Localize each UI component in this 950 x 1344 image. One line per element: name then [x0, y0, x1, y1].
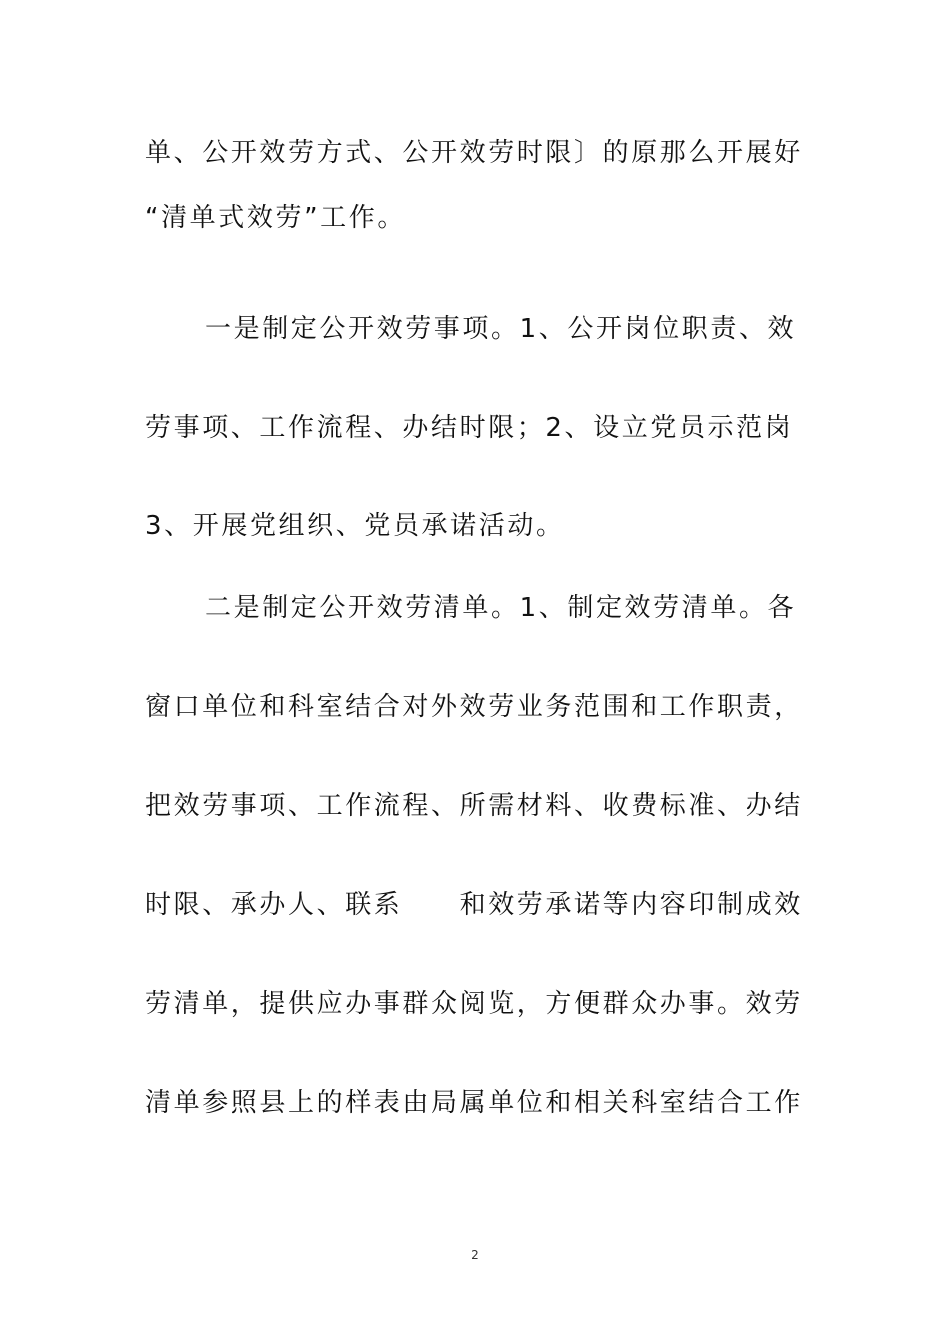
paragraph-1-line-2: 劳事项、工作流程、办结时限；2、设立党员示范岗	[145, 413, 794, 443]
paragraph-2-line-2: 窗口单位和科室结合对外效劳业务范围和工作职责，	[145, 692, 803, 722]
page-number: 2	[471, 1248, 479, 1262]
paragraph-2-line-4: 时限、承办人、联系 和效劳承诺等内容印制成效	[145, 890, 803, 920]
paragraph-2-line-3: 把效劳事项、工作流程、所需材料、收费标准、办结	[145, 791, 803, 821]
text-line-2: “清单式效劳”工作。	[145, 203, 406, 233]
paragraph-2-line-5: 劳清单，提供应办事群众阅览，方便群众办事。效劳	[145, 989, 803, 1019]
paragraph-2-line-1: 二是制定公开效劳清单。1、制定效劳清单。各	[205, 593, 797, 623]
text-line-1: 单、公开效劳方式、公开效劳时限〕的原那么开展好	[145, 138, 803, 168]
paragraph-1-line-3: 3、开展党组织、党员承诺活动。	[145, 511, 565, 541]
paragraph-1-line-1: 一是制定公开效劳事项。1、公开岗位职责、效	[205, 314, 797, 344]
paragraph-2-line-6: 清单参照县上的样表由局属单位和相关科室结合工作	[145, 1088, 803, 1118]
